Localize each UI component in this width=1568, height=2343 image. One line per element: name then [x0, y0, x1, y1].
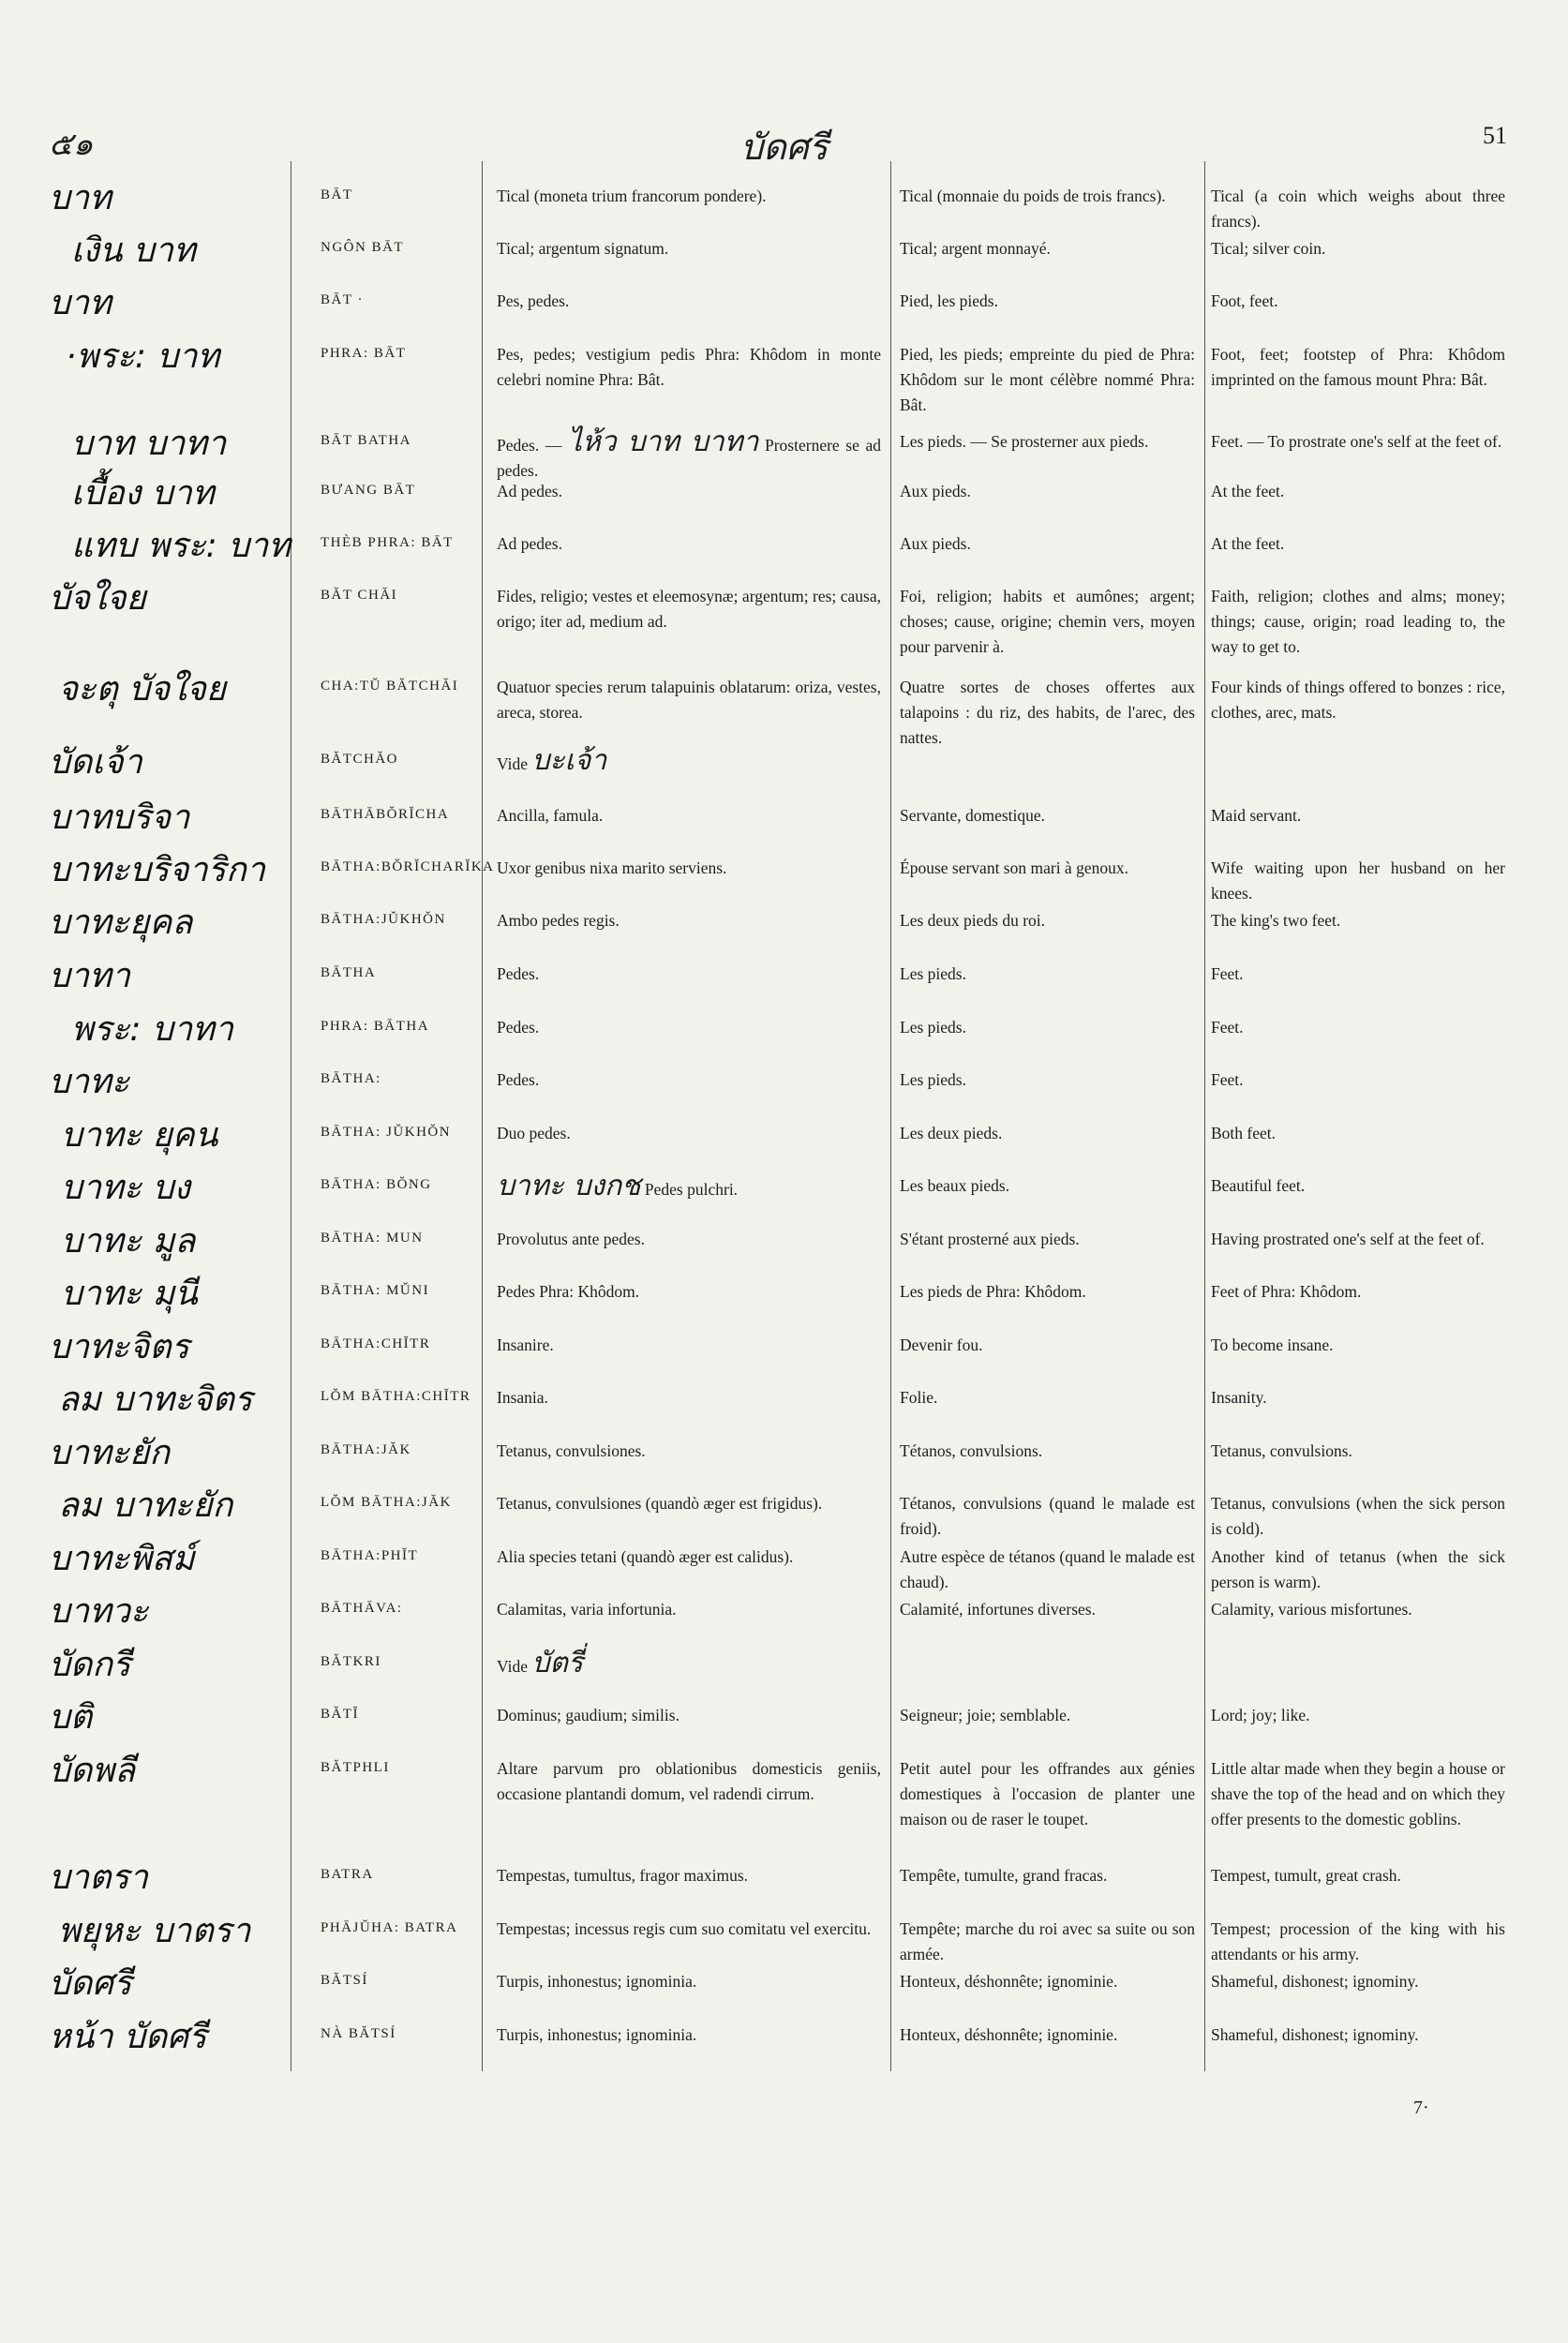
latin-definition: Duo pedes.: [497, 1124, 571, 1142]
french-definition: Seigneur; joie; semblable.: [900, 1706, 1071, 1724]
romanization: BĀTHA:: [321, 1071, 381, 1086]
french-definition: Honteux, déshonnête; ignominie.: [900, 2025, 1118, 2044]
french-definition: Les deux pieds du roi.: [900, 911, 1046, 930]
french-definition: Servante, domestique.: [900, 806, 1046, 825]
english-definition: Foot, feet; footstep of Phra: Khôdom imprinted on the famous mount Phra: Bât.: [1211, 345, 1505, 389]
english-definition: Beautiful feet.: [1211, 1176, 1306, 1195]
thai-headword: บาทะบริจาริกา: [49, 851, 265, 889]
latin-definition: Tical (moneta trium francorum pondere).: [497, 187, 767, 205]
latin-definition: Insanire.: [497, 1336, 554, 1354]
thai-headword: บาทะจิตร: [49, 1328, 189, 1366]
english-definition: To become insane.: [1211, 1336, 1334, 1354]
french-definition: Petit autel pour les offrandes aux génies domestiques à l'occasion de planter une maison ou de raser le toupet.: [900, 1759, 1195, 1828]
english-definition: Little altar made when they begin a house or shave the top of the head and on which they offer presents to the domestic goblins.: [1211, 1759, 1505, 1828]
romanization: NGÔN BĀT: [321, 240, 405, 255]
english-definition: Calamity, various misfortunes.: [1211, 1600, 1412, 1619]
latin-definition: Ancilla, famula.: [497, 806, 604, 825]
french-definition: Quatre sortes de choses offertes aux talapoins : du riz, des habits, de l'arec, des nattes.: [900, 678, 1195, 747]
page-header: [0, 118, 1568, 168]
romanization: CHA:TŬ BĂTCHĂI: [321, 679, 459, 694]
romanization: LŎM BĀTHA:JĂK: [321, 1495, 452, 1510]
thai-headword: บาทะพิสม์: [49, 1540, 195, 1578]
latin-definition: Altare parvum pro oblationibus domesticis geniis, occasione plantandi domum, vel radendi cirrum.: [497, 1759, 881, 1803]
english-definition: Shameful, dishonest; ignominy.: [1211, 2025, 1419, 2044]
thai-headword: จะตุ บัจใจย: [58, 670, 226, 709]
latin-definition: [497, 1647, 881, 1679]
french-definition: Foi, religion; habits et aumônes; argent; choses; cause, origine; chemin vers, moyen pour parvenir à.: [900, 587, 1195, 656]
french-definition: Les pieds. — Se prosterner aux pieds.: [900, 432, 1149, 451]
english-definition: Four kinds of things offered to bonzes : rice, clothes, arec, mats.: [1211, 678, 1505, 722]
romanization: BĀTHA: MŬNI: [321, 1283, 430, 1298]
latin-prefix: Vide: [497, 1657, 532, 1676]
english-definition: The king's two feet.: [1211, 911, 1341, 930]
thai-cross-reference: ไห้ว บาท บาทา: [567, 425, 759, 458]
latin-prefix: Vide: [497, 754, 532, 773]
thai-headword: ·พระ: บาท: [66, 337, 220, 376]
english-definition: Insanity.: [1211, 1388, 1267, 1407]
english-definition: Lord; joy; like.: [1211, 1706, 1310, 1724]
french-definition: Devenir fou.: [900, 1336, 983, 1354]
french-definition: Les pieds de Phra: Khôdom.: [900, 1282, 1086, 1301]
latin-definition: Fides, religio; vestes et eleemosynæ; argentum; res; causa, origo; iter ad, medium ad.: [497, 587, 881, 631]
latin-definition: Pedes Phra: Khôdom.: [497, 1282, 640, 1301]
latin-definition: Tempestas, tumultus, fragor maximus.: [497, 1866, 749, 1885]
french-definition: Les deux pieds.: [900, 1124, 1003, 1142]
romanization: BĀTHĀBŎRĬCHA: [321, 807, 450, 822]
thai-headword: บาตรา: [49, 1858, 148, 1897]
romanization: BĀTHA:BŎRĬCHARĬKA: [321, 859, 495, 874]
thai-headword: บาทะยุคล: [49, 903, 193, 942]
english-definition: Both feet.: [1211, 1124, 1277, 1142]
romanization: LŎM BĀTHA:CHĬTR: [321, 1389, 471, 1404]
romanization: BĀTHA:PHĬT: [321, 1548, 419, 1563]
latin-definition: Pes, pedes.: [497, 291, 570, 310]
thai-headword: บาท: [49, 284, 112, 322]
thai-headword: พยุหะ บาตรา: [58, 1912, 251, 1950]
romanization: BĂTPHLI: [321, 1760, 390, 1775]
latin-definition: Turpis, inhonestus; ignominia.: [497, 2025, 697, 2044]
thai-headword: บัดกรี: [49, 1646, 131, 1684]
romanization: BĂT CHĂI: [321, 588, 398, 603]
thai-headword: เบื้อง บาท: [71, 474, 215, 513]
romanization: BĀTHA: MUN: [321, 1231, 424, 1246]
english-definition: Wife waiting upon her husband on her knees.: [1211, 858, 1505, 903]
english-definition: Feet.: [1211, 1070, 1244, 1089]
french-definition: Tical (monnaie du poids de trois francs).: [900, 187, 1166, 205]
romanization: BĀTHA: BŎNG: [321, 1177, 432, 1192]
thai-headword: บาทวะ: [49, 1592, 149, 1631]
english-definition: Having prostrated one's self at the feet of.: [1211, 1230, 1485, 1248]
thai-headword: บาทะ มูล: [61, 1222, 196, 1261]
thai-headword: บัจใจย: [49, 579, 146, 618]
french-definition: Tempête, tumulte, grand fracas.: [900, 1866, 1108, 1885]
thai-headword: แทบ พระ: บาท: [71, 527, 291, 565]
thai-headword: บาทะ ยุคน: [61, 1116, 218, 1155]
romanization: BĂTĬ: [321, 1707, 359, 1722]
english-definition: Feet of Phra: Khôdom.: [1211, 1282, 1362, 1301]
romanization: BĂTSÍ: [321, 1973, 368, 1988]
thai-headword: ลม บาทะจิตร: [58, 1380, 253, 1419]
thai-headword: บัดเจ้า: [49, 743, 142, 782]
english-definition: At the feet.: [1211, 534, 1285, 553]
latin-definition: Tical; argentum signatum.: [497, 239, 669, 258]
latin-definition: Tetanus, convulsiones.: [497, 1441, 646, 1460]
french-definition: S'étant prosterné aux pieds.: [900, 1230, 1080, 1248]
latin-definition: Alia species tetani (quandò æger est calidus).: [497, 1547, 794, 1566]
english-definition: Faith, religion; clothes and alms; money; things; cause, origin; road leading to, the way to get to.: [1211, 587, 1505, 656]
romanization: BĀTHA:JĂK: [321, 1442, 411, 1457]
thai-headword: บติ: [49, 1698, 93, 1737]
english-definition: Maid servant.: [1211, 806, 1302, 825]
latin-definition: Quatuor species rerum talapuinis oblatarum: oriza, vestes, areca, storea.: [497, 678, 881, 722]
latin-definition: Insania.: [497, 1388, 548, 1407]
french-definition: Tétanos, convulsions.: [900, 1441, 1043, 1460]
english-definition: Feet.: [1211, 964, 1244, 983]
romanization: PHRA: BĀT: [321, 346, 407, 361]
thai-headword: เงิน บาท: [71, 231, 196, 270]
latin-text: Pedes pulchri.: [640, 1180, 739, 1199]
french-definition: Aux pieds.: [900, 482, 971, 500]
romanization: BĀT BATHA: [321, 433, 411, 448]
french-definition: Calamité, infortunes diverses.: [900, 1600, 1096, 1619]
romanization: BĀTHA: [321, 965, 377, 980]
thai-headword: บาทะ: [49, 1063, 130, 1101]
english-definition: Feet. — To prostrate one's self at the feet of.: [1211, 432, 1502, 451]
romanization: BƯANG BĀT: [321, 483, 416, 498]
romanization: NÀ BĂTSÍ: [321, 2026, 396, 2041]
latin-definition: Ad pedes.: [497, 482, 562, 500]
thai-page-number: ๕๑: [49, 127, 94, 162]
french-definition: Les pieds.: [900, 1018, 966, 1037]
column-divider: [890, 161, 891, 2071]
english-definition: Tical; silver coin.: [1211, 239, 1326, 258]
latin-definition: Provolutus ante pedes.: [497, 1230, 645, 1248]
thai-headword: บัดพลี: [49, 1752, 136, 1790]
thai-headword: บาทะยัก: [49, 1434, 171, 1472]
romanization: BĂTCHĂO: [321, 752, 399, 767]
latin-definition: Pedes.: [497, 1018, 540, 1037]
thai-headword: หน้า บัดศรี: [49, 2018, 207, 2056]
latin-definition: Calamitas, varia infortunia.: [497, 1600, 677, 1619]
french-definition: Les beaux pieds.: [900, 1176, 1010, 1195]
thai-headword: บาท บาทา: [71, 425, 227, 463]
english-definition: Tempest; procession of the king with his attendants or his army.: [1211, 1919, 1505, 1963]
english-definition: Foot, feet.: [1211, 291, 1278, 310]
latin-definition: Ambo pedes regis.: [497, 911, 620, 930]
latin-definition: [497, 1170, 881, 1202]
french-definition: Folie.: [900, 1388, 938, 1407]
english-definition: Tetanus, convulsions (when the sick person is cold).: [1211, 1494, 1505, 1538]
romanization: BĀT ·: [321, 292, 364, 307]
thai-headword: พระ: บาทา: [71, 1010, 233, 1049]
thai-headword: บาท: [49, 179, 112, 217]
romanization: BĀT: [321, 187, 353, 202]
romanization: BATRA: [321, 1867, 374, 1882]
romanization: PHRA: BĀTHA: [321, 1019, 430, 1034]
romanization: THÈB PHRA: BĀT: [321, 535, 454, 550]
english-definition: Shameful, dishonest; ignominy.: [1211, 1972, 1419, 1991]
english-definition: Another kind of tetanus (when the sick person is warm).: [1211, 1547, 1505, 1591]
latin-definition: Ad pedes.: [497, 534, 562, 553]
french-definition: Les pieds.: [900, 964, 966, 983]
romanization: BĀTHA: JŬKHŎN: [321, 1125, 452, 1140]
french-definition: Honteux, déshonnête; ignominie.: [900, 1972, 1118, 1991]
english-definition: Tetanus, convulsions.: [1211, 1441, 1352, 1460]
column-divider: [1204, 161, 1205, 2071]
latin-definition: Tetanus, convulsiones (quandò æger est frigidus).: [497, 1494, 823, 1513]
french-definition: Les pieds.: [900, 1070, 966, 1089]
latin-definition: Uxor genibus nixa marito serviens.: [497, 858, 727, 877]
french-definition: Autre espèce de tétanos (quand le malade est chaud).: [900, 1547, 1195, 1591]
romanization: BĀTHĀVA:: [321, 1601, 403, 1616]
thai-headword: บาทา: [49, 957, 131, 995]
romanization: BĂTKRI: [321, 1654, 381, 1669]
thai-headword: บาทะ บง: [61, 1169, 191, 1207]
romanization: BĀTHA:JŬKHŎN: [321, 912, 446, 927]
latin-definition: Pedes.: [497, 1070, 540, 1089]
column-divider: [482, 161, 483, 2071]
thai-headword: บาทะ มุนี: [61, 1275, 198, 1313]
page-title: บัดศรี: [740, 128, 829, 168]
english-definition: Tical (a coin which weighs about three francs).: [1211, 187, 1505, 231]
latin-definition: [497, 425, 881, 484]
french-definition: Aux pieds.: [900, 534, 971, 553]
french-definition: Tempête; marche du roi avec sa suite ou son armée.: [900, 1919, 1195, 1963]
page-number: 51: [1483, 122, 1507, 149]
french-definition: Épouse servant son mari à genoux.: [900, 858, 1128, 877]
latin-definition: Dominus; gaudium; similis.: [497, 1706, 679, 1724]
latin-definition: [497, 744, 881, 777]
english-definition: Feet.: [1211, 1018, 1244, 1037]
latin-definition: Tempestas; incessus regis cum suo comitatu vel exercitu.: [497, 1919, 872, 1938]
romanization: PHĀJŬHA: BATRA: [321, 1920, 458, 1935]
latin-prefix: Pedes. —: [497, 436, 568, 455]
french-definition: Pied, les pieds.: [900, 291, 998, 310]
french-definition: Tétanos, convulsions (quand le malade est froid).: [900, 1494, 1195, 1538]
latin-definition: Pes, pedes; vestigium pedis Phra: Khôdom in monte celebri nomine Phra: Bât.: [497, 345, 881, 389]
thai-cross-reference: บัตรี่: [531, 1647, 583, 1679]
latin-definition: Pedes.: [497, 964, 540, 983]
latin-text: Prosternere se ad pedes.: [497, 436, 881, 480]
english-definition: Tempest, tumult, great crash.: [1211, 1866, 1401, 1885]
signature-mark: 7·: [1413, 2097, 1429, 2118]
thai-headword: บาทบริจา: [49, 798, 190, 837]
latin-definition: Turpis, inhonestus; ignominia.: [497, 1972, 697, 1991]
english-definition: At the feet.: [1211, 482, 1285, 500]
french-definition: Pied, les pieds; empreinte du pied de Phra: Khôdom sur le mont célèbre nommé Phra: Bât.: [900, 345, 1195, 414]
thai-cross-reference: บาทะ บงกช: [497, 1170, 641, 1202]
thai-headword: ลม บาทะยัก: [58, 1486, 233, 1525]
romanization: BĀTHA:CHĬTR: [321, 1336, 431, 1351]
thai-headword: บัดศรี: [49, 1964, 132, 2003]
thai-cross-reference: บะเจ้า: [531, 744, 607, 777]
french-definition: Tical; argent monnayé.: [900, 239, 1051, 258]
